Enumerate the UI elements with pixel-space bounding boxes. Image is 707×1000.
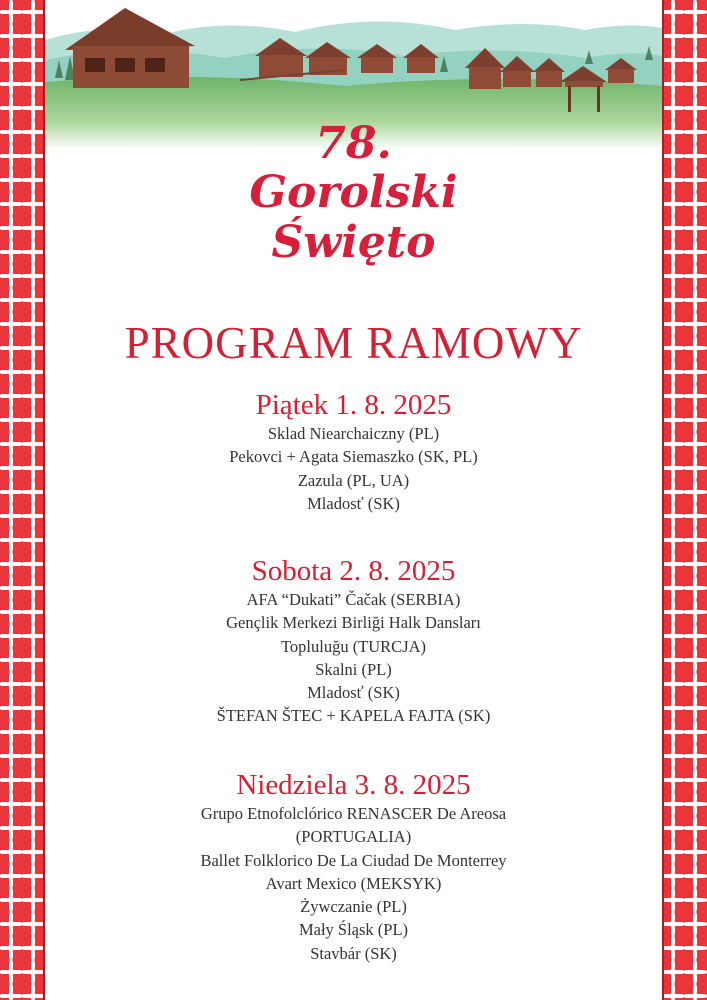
page-title: PROGRAM RAMOWY [124,318,583,368]
act-item: AFA “Dukati” Čačak (SERBIA) [246,590,461,609]
act-item: Topluluğu (TURCJA) [280,636,427,656]
day-section-friday [0,388,707,515]
act-item: Gençlik Merkezi Birliği Halk Dansları [226,613,481,633]
logo-title-line2: Święto [271,217,436,268]
act-item: Skalni (PL) [315,659,392,679]
day-section-sunday [0,768,707,965]
act-item: Zazula (PL, UA) [297,470,410,490]
act-item: Mały Śląsk (PL) [298,920,409,940]
act-item: Grupo Etnofolclórico RENASCER De Areosa [200,804,507,823]
act-item: (PORTUGALIA) [295,827,412,847]
day-section-saturday [0,554,707,728]
act-item: ŠTEFAN ŠTEC + KAPELA FAJTA (SK) [216,706,491,726]
act-item: Mladosť (SK) [307,683,400,703]
act-item: Żywczanie (PL) [300,897,407,917]
day-title: Piątek 1. 8. 2025 [255,389,452,421]
day-title: Niedziela 3. 8. 2025 [236,769,471,801]
logo-number: 78. [315,118,392,169]
act-item: Avart Mexico (MEKSYK) [265,873,442,893]
act-item: Stavbár (SK) [310,943,397,963]
day-title: Sobota 2. 8. 2025 [251,555,456,587]
act-item: Ballet Folklorico De La Ciudad De Monterrey [200,850,507,870]
logo-title-line1: Gorolski [249,167,458,218]
act-item: Pekovci + Agata Siemaszko (SK, PL) [229,447,478,467]
act-item: Sklad Niearchaiczny (PL) [267,424,440,443]
act-item: Mladosť (SK) [307,493,400,513]
